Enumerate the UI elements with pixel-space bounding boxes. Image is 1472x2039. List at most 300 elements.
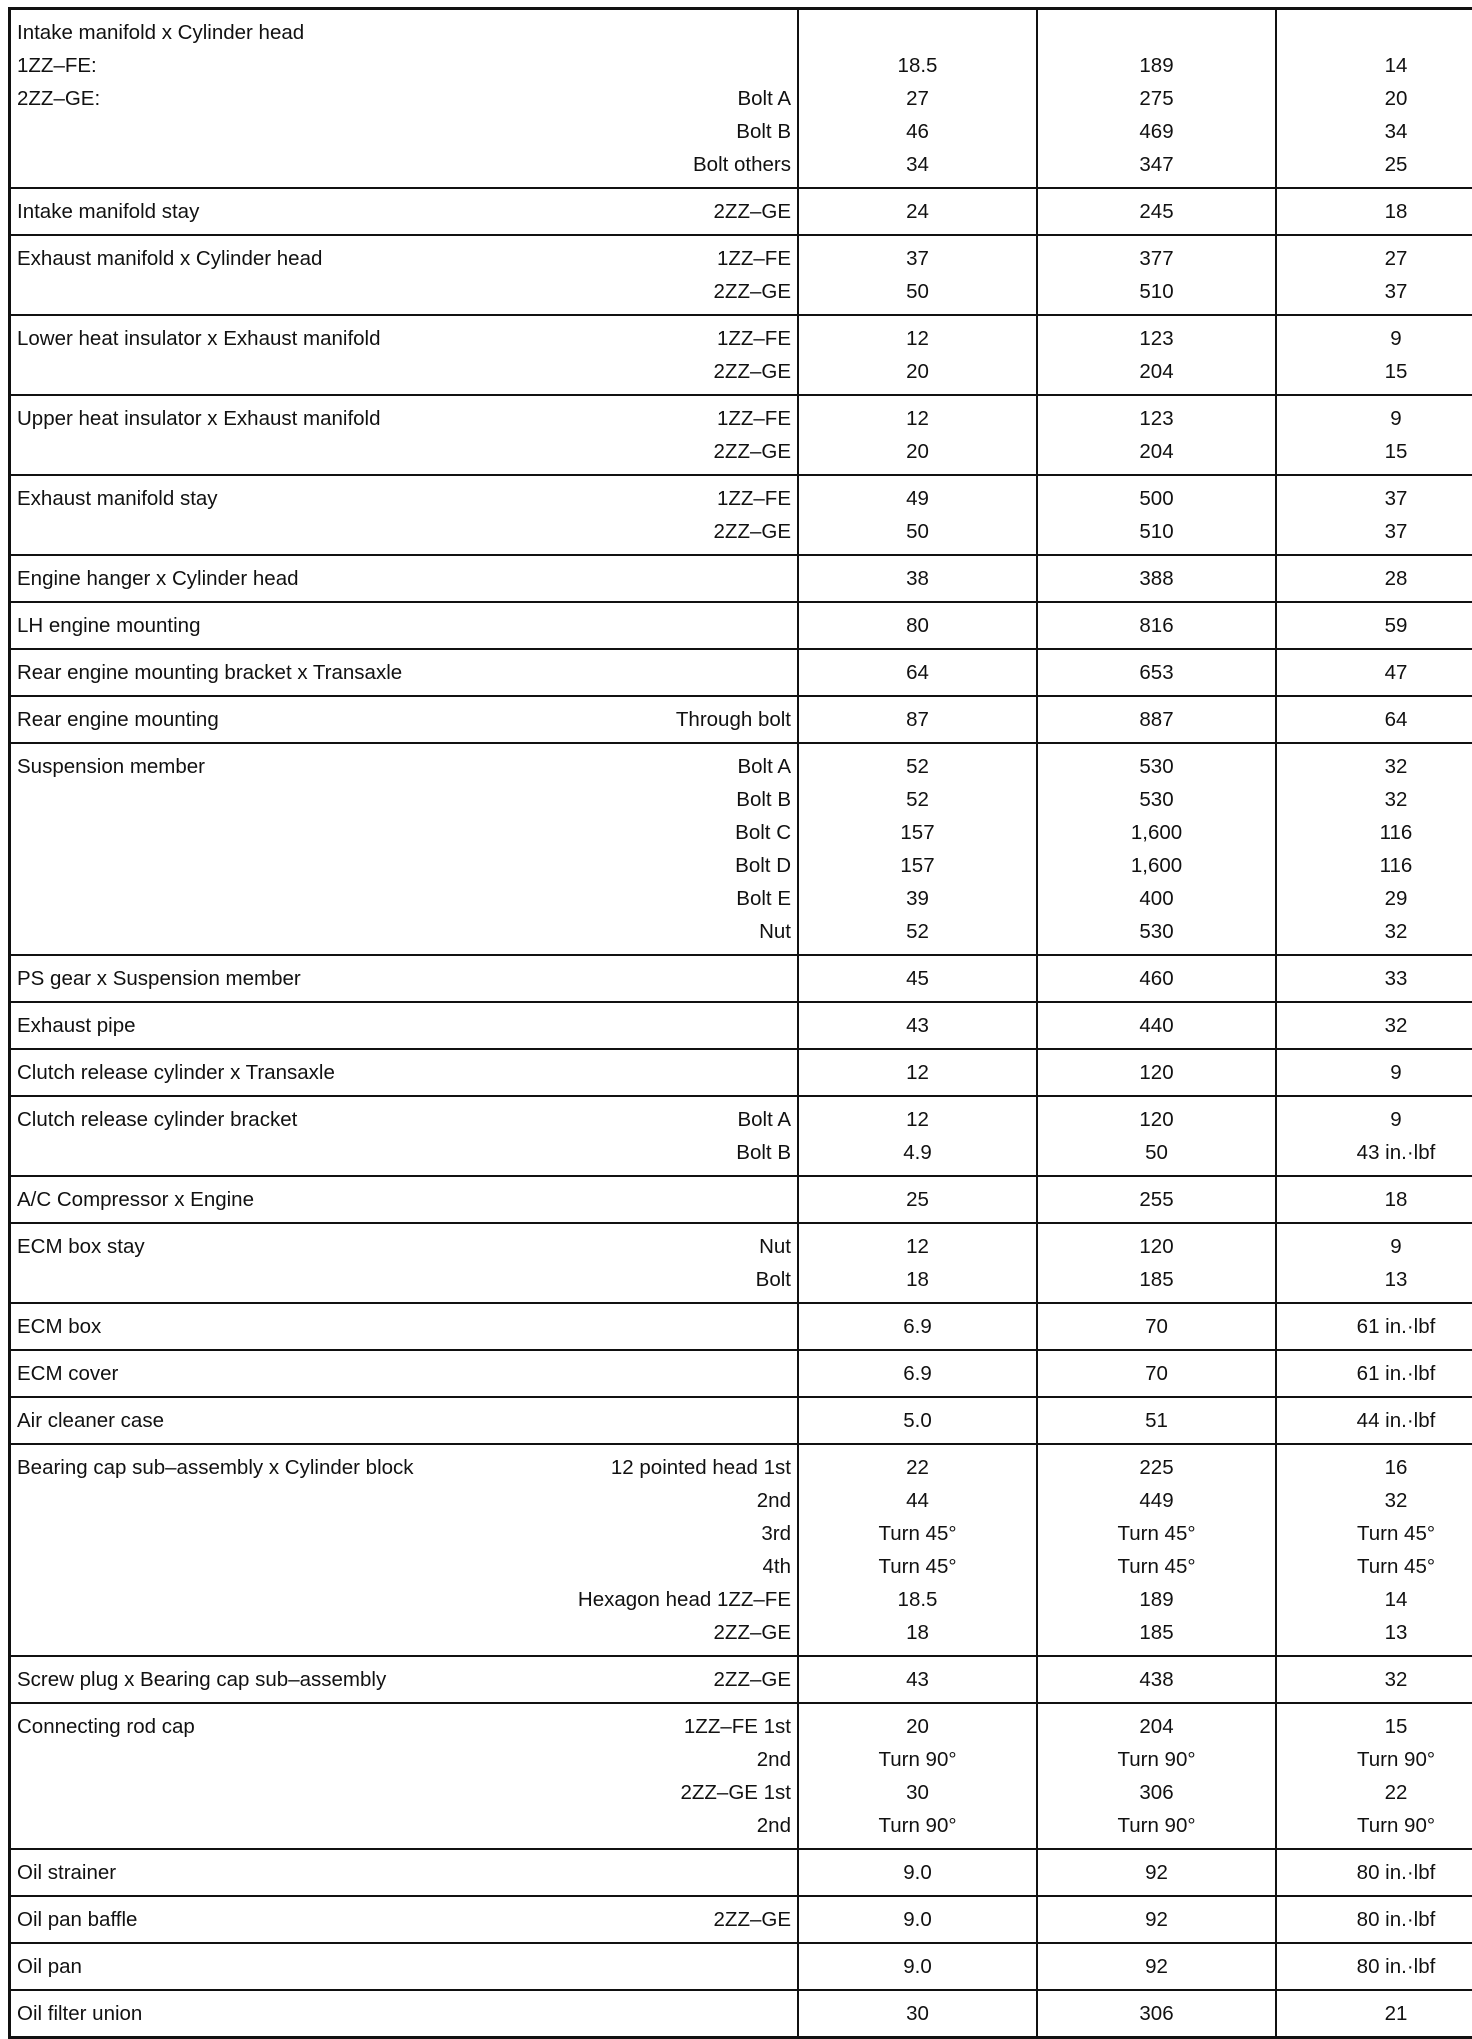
condition-label: 12 pointed head 1st — [611, 1451, 791, 1484]
part-name: ECM cover — [17, 1357, 118, 1390]
condition-label: Through bolt — [676, 703, 791, 736]
part-cell — [10, 696, 799, 743]
value: 38 — [805, 562, 1030, 595]
part-cell — [10, 188, 799, 235]
value: 87 — [805, 703, 1030, 736]
part-name: A/C Compressor x Engine — [17, 1183, 254, 1216]
value: 13 — [1283, 1263, 1472, 1296]
value: 22 — [1283, 1776, 1472, 1809]
torque-nm-cell — [798, 696, 1037, 743]
condition-label: Bolt B — [736, 1136, 791, 1169]
condition-label: 2nd — [757, 1743, 791, 1776]
table-row — [10, 1176, 1472, 1223]
value: 1,600 — [1044, 816, 1269, 849]
value: 70 — [1044, 1357, 1269, 1390]
condition-label: Bolt C — [735, 816, 791, 849]
torque-kgfcm-cell — [1037, 1703, 1276, 1849]
value: 204 — [1044, 355, 1269, 388]
value: 22 — [805, 1451, 1030, 1484]
condition-label: Bolt B — [736, 783, 791, 816]
torque-kgfcm-cell — [1037, 1223, 1276, 1303]
torque-ftlbf-cell — [1276, 955, 1472, 1002]
part-name: Lower heat insulator x Exhaust manifold — [17, 322, 381, 355]
torque-nm-cell — [798, 395, 1037, 475]
part-line — [17, 148, 791, 181]
part-name: Exhaust pipe — [17, 1009, 136, 1042]
value: 185 — [1044, 1616, 1269, 1649]
torque-ftlbf-cell — [1276, 235, 1472, 315]
condition-label: Bolt others — [693, 148, 791, 181]
value: 44 — [805, 1484, 1030, 1517]
value: 32 — [1283, 1009, 1472, 1042]
table-row — [10, 1849, 1472, 1896]
value: 6.9 — [805, 1357, 1030, 1390]
value: 12 — [805, 1230, 1030, 1263]
value: Turn 45° — [1283, 1517, 1472, 1550]
value: 157 — [805, 816, 1030, 849]
part-line — [17, 1583, 791, 1616]
value: 12 — [805, 1103, 1030, 1136]
value: 39 — [805, 882, 1030, 915]
condition-label: 2ZZ–GE — [714, 515, 791, 548]
value: 449 — [1044, 1484, 1269, 1517]
table-row — [10, 395, 1472, 475]
torque-kgfcm-cell — [1037, 602, 1276, 649]
torque-nm-cell — [798, 555, 1037, 602]
torque-nm-cell — [798, 188, 1037, 235]
part-cell — [10, 1849, 799, 1896]
part-cell — [10, 1990, 799, 2038]
part-line — [17, 275, 791, 308]
part-name: Rear engine mounting — [17, 703, 219, 736]
value: Turn 45° — [1044, 1517, 1269, 1550]
part-name: Clutch release cylinder x Transaxle — [17, 1056, 335, 1089]
torque-kgfcm-cell — [1037, 1943, 1276, 1990]
value: 43 in.·lbf — [1283, 1136, 1472, 1169]
part-cell — [10, 1943, 799, 1990]
torque-ftlbf-cell — [1276, 1896, 1472, 1943]
part-name: Air cleaner case — [17, 1404, 164, 1437]
part-cell — [10, 395, 799, 475]
value: 92 — [1044, 1950, 1269, 1983]
part-cell — [10, 1656, 799, 1703]
value: 120 — [1044, 1103, 1269, 1136]
condition-label: Bolt E — [736, 882, 791, 915]
table-row — [10, 9, 1472, 189]
part-name: Oil filter union — [17, 1997, 142, 2030]
part-line — [17, 1663, 791, 1696]
value: 64 — [1283, 703, 1472, 736]
table-row — [10, 1223, 1472, 1303]
table-row — [10, 743, 1472, 955]
torque-ftlbf-cell — [1276, 1656, 1472, 1703]
part-line — [17, 1451, 791, 1484]
part-line — [17, 1550, 791, 1583]
part-line — [17, 915, 791, 948]
value: 245 — [1044, 195, 1269, 228]
part-name: ECM box stay — [17, 1230, 145, 1263]
torque-kgfcm-cell — [1037, 1049, 1276, 1096]
part-line — [17, 82, 791, 115]
value: 9.0 — [805, 1903, 1030, 1936]
part-line — [17, 849, 791, 882]
table-row — [10, 1303, 1472, 1350]
condition-label: Nut — [759, 915, 791, 948]
value: 52 — [805, 783, 1030, 816]
torque-nm-cell — [798, 1350, 1037, 1397]
part-name: Oil pan — [17, 1950, 82, 1983]
value: 16 — [1283, 1451, 1472, 1484]
table-row — [10, 1049, 1472, 1096]
torque-ftlbf-cell — [1276, 1223, 1472, 1303]
part-name: Intake manifold stay — [17, 195, 199, 228]
value: 440 — [1044, 1009, 1269, 1042]
torque-nm-cell — [798, 1002, 1037, 1049]
value: 204 — [1044, 1710, 1269, 1743]
part-line — [17, 515, 791, 548]
torque-kgfcm-cell — [1037, 315, 1276, 395]
spacer — [1044, 16, 1269, 49]
part-line — [17, 1357, 791, 1390]
value: 15 — [1283, 355, 1472, 388]
part-line — [17, 115, 791, 148]
torque-kgfcm-cell — [1037, 1303, 1276, 1350]
value: 116 — [1283, 816, 1472, 849]
value: 9 — [1283, 1056, 1472, 1089]
torque-kgfcm-cell — [1037, 696, 1276, 743]
value: 37 — [1283, 482, 1472, 515]
value: 816 — [1044, 609, 1269, 642]
value: 49 — [805, 482, 1030, 515]
torque-kgfcm-cell — [1037, 1444, 1276, 1656]
part-line — [17, 355, 791, 388]
torque-ftlbf-cell — [1276, 696, 1472, 743]
condition-label: Bolt — [756, 1263, 791, 1296]
torque-ftlbf-cell — [1276, 602, 1472, 649]
part-line — [17, 1136, 791, 1169]
value: 275 — [1044, 82, 1269, 115]
part-line — [17, 1310, 791, 1343]
part-cell — [10, 1703, 799, 1849]
value: 18 — [805, 1263, 1030, 1296]
value: 32 — [1283, 1484, 1472, 1517]
part-name: Rear engine mounting bracket x Transaxle — [17, 656, 402, 689]
value: 400 — [1044, 882, 1269, 915]
torque-ftlbf-cell — [1276, 1849, 1472, 1896]
torque-ftlbf-cell — [1276, 188, 1472, 235]
part-cell — [10, 1096, 799, 1176]
value: Turn 90° — [1283, 1809, 1472, 1842]
value: 24 — [805, 195, 1030, 228]
value: 120 — [1044, 1230, 1269, 1263]
value: 12 — [805, 1056, 1030, 1089]
value: 33 — [1283, 962, 1472, 995]
value: 306 — [1044, 1776, 1269, 1809]
torque-nm-cell — [798, 1176, 1037, 1223]
table-row — [10, 1444, 1472, 1656]
condition-label: 2ZZ–GE — [714, 1663, 791, 1696]
value: 92 — [1044, 1903, 1269, 1936]
value: 64 — [805, 656, 1030, 689]
torque-nm-cell — [798, 602, 1037, 649]
value: Turn 90° — [805, 1809, 1030, 1842]
value: 80 in.·lbf — [1283, 1950, 1472, 1983]
value: 204 — [1044, 435, 1269, 468]
torque-nm-cell — [798, 649, 1037, 696]
part-cell — [10, 1223, 799, 1303]
value: 37 — [1283, 275, 1472, 308]
condition-label: 2ZZ–GE — [714, 1903, 791, 1936]
part-line — [17, 1856, 791, 1889]
table-row — [10, 1350, 1472, 1397]
value: 530 — [1044, 915, 1269, 948]
part-name: Connecting rod cap — [17, 1710, 195, 1743]
torque-kgfcm-cell — [1037, 235, 1276, 315]
part-name: Upper heat insulator x Exhaust manifold — [17, 402, 381, 435]
torque-nm-cell — [798, 955, 1037, 1002]
value: Turn 45° — [805, 1550, 1030, 1583]
value: 255 — [1044, 1183, 1269, 1216]
value: 61 in.·lbf — [1283, 1357, 1472, 1390]
condition-label: 2ZZ–GE — [714, 195, 791, 228]
condition-label: Nut — [759, 1230, 791, 1263]
torque-ftlbf-cell — [1276, 1096, 1472, 1176]
value: 45 — [805, 962, 1030, 995]
part-cell — [10, 743, 799, 955]
condition-label: 2ZZ–GE — [714, 275, 791, 308]
value: 43 — [805, 1663, 1030, 1696]
part-name: Suspension member — [17, 750, 205, 783]
value: 18.5 — [805, 1583, 1030, 1616]
value: 157 — [805, 849, 1030, 882]
value: 18 — [805, 1616, 1030, 1649]
torque-nm-cell — [798, 1849, 1037, 1896]
torque-nm-cell — [798, 1990, 1037, 2038]
torque-kgfcm-cell — [1037, 743, 1276, 955]
value: 120 — [1044, 1056, 1269, 1089]
condition-label: Hexagon head 1ZZ–FE — [578, 1583, 791, 1616]
part-line — [17, 1616, 791, 1649]
torque-kgfcm-cell — [1037, 1176, 1276, 1223]
value: 9 — [1283, 322, 1472, 355]
table-row — [10, 1656, 1472, 1703]
torque-ftlbf-cell — [1276, 1943, 1472, 1990]
value: 13 — [1283, 1616, 1472, 1649]
value: 460 — [1044, 962, 1269, 995]
torque-kgfcm-cell — [1037, 9, 1276, 189]
torque-ftlbf-cell — [1276, 743, 1472, 955]
value: 27 — [1283, 242, 1472, 275]
value: 500 — [1044, 482, 1269, 515]
part-name: Clutch release cylinder bracket — [17, 1103, 297, 1136]
table-row — [10, 696, 1472, 743]
part-cell — [10, 602, 799, 649]
torque-ftlbf-cell — [1276, 1049, 1472, 1096]
part-line — [17, 609, 791, 642]
part-name: Intake manifold x Cylinder head — [17, 16, 791, 49]
part-name: LH engine mounting — [17, 609, 201, 642]
value: Turn 45° — [1283, 1550, 1472, 1583]
part-line — [17, 482, 791, 515]
part-name: Engine hanger x Cylinder head — [17, 562, 299, 595]
value: 15 — [1283, 435, 1472, 468]
torque-kgfcm-cell — [1037, 1656, 1276, 1703]
value: 9.0 — [805, 1950, 1030, 1983]
torque-nm-cell — [798, 1444, 1037, 1656]
table-row — [10, 235, 1472, 315]
value: 5.0 — [805, 1404, 1030, 1437]
condition-label: 1ZZ–FE — [717, 402, 791, 435]
condition-label: Bolt A — [737, 82, 791, 115]
part-line — [17, 816, 791, 849]
value: 37 — [1283, 515, 1472, 548]
value: 21 — [1283, 1997, 1472, 2030]
value: 30 — [805, 1776, 1030, 1809]
table-row — [10, 1397, 1472, 1444]
condition-label: Bolt A — [737, 1103, 791, 1136]
part-line — [17, 882, 791, 915]
value: 12 — [805, 322, 1030, 355]
value: 887 — [1044, 703, 1269, 736]
spacer — [805, 16, 1030, 49]
part-line — [17, 1404, 791, 1437]
torque-ftlbf-cell — [1276, 649, 1472, 696]
table-row — [10, 315, 1472, 395]
part-line — [17, 435, 791, 468]
condition-label: 1ZZ–FE — [717, 322, 791, 355]
part-line — [17, 1809, 791, 1842]
part-line — [17, 1183, 791, 1216]
part-line — [17, 1903, 791, 1936]
value: 80 in.·lbf — [1283, 1856, 1472, 1889]
value: 30 — [805, 1997, 1030, 2030]
value: 653 — [1044, 656, 1269, 689]
value: 510 — [1044, 515, 1269, 548]
value: 1,600 — [1044, 849, 1269, 882]
torque-ftlbf-cell — [1276, 1990, 1472, 2038]
torque-kgfcm-cell — [1037, 1849, 1276, 1896]
torque-kgfcm-cell — [1037, 1350, 1276, 1397]
part-cell — [10, 315, 799, 395]
torque-kgfcm-cell — [1037, 955, 1276, 1002]
part-cell — [10, 1049, 799, 1096]
torque-spec-sheet — [8, 7, 1464, 1915]
value: 510 — [1044, 275, 1269, 308]
part-cell — [10, 1303, 799, 1350]
value: 20 — [805, 435, 1030, 468]
part-cell — [10, 1444, 799, 1656]
value: 123 — [1044, 322, 1269, 355]
part-name: ECM box — [17, 1310, 101, 1343]
torque-ftlbf-cell — [1276, 1176, 1472, 1223]
value: 27 — [805, 82, 1030, 115]
value: 388 — [1044, 562, 1269, 595]
value: 306 — [1044, 1997, 1269, 2030]
value: 4.9 — [805, 1136, 1030, 1169]
value: 80 — [805, 609, 1030, 642]
value: 530 — [1044, 750, 1269, 783]
value: 34 — [1283, 115, 1472, 148]
value: 32 — [1283, 783, 1472, 816]
value: 123 — [1044, 402, 1269, 435]
value: 9 — [1283, 1103, 1472, 1136]
part-name: Exhaust manifold stay — [17, 482, 218, 515]
value: 25 — [1283, 148, 1472, 181]
part-line — [17, 656, 791, 689]
condition-label: 2nd — [757, 1809, 791, 1842]
part-line — [17, 1056, 791, 1089]
torque-ftlbf-cell — [1276, 1444, 1472, 1656]
condition-label: 4th — [763, 1550, 792, 1583]
value: 9 — [1283, 402, 1472, 435]
value: 32 — [1283, 750, 1472, 783]
part-line — [17, 1997, 791, 2030]
table-row — [10, 602, 1472, 649]
part-cell — [10, 649, 799, 696]
value: 50 — [805, 275, 1030, 308]
part-name: Oil pan baffle — [17, 1903, 137, 1936]
part-line — [17, 1776, 791, 1809]
value: 70 — [1044, 1310, 1269, 1343]
value: 189 — [1044, 49, 1269, 82]
value: 438 — [1044, 1663, 1269, 1696]
value: 51 — [1044, 1404, 1269, 1437]
value: 34 — [805, 148, 1030, 181]
value: 14 — [1283, 1583, 1472, 1616]
value: 18 — [1283, 195, 1472, 228]
table-row — [10, 649, 1472, 696]
part-line — [17, 562, 791, 595]
part-name: Oil strainer — [17, 1856, 116, 1889]
engine-label: 1ZZ–FE: — [17, 49, 97, 82]
value: 185 — [1044, 1263, 1269, 1296]
condition-label: 1ZZ–FE — [717, 482, 791, 515]
part-line — [17, 1009, 791, 1042]
value: Turn 90° — [1044, 1809, 1269, 1842]
condition-label: 1ZZ–FE 1st — [684, 1710, 791, 1743]
value: 52 — [805, 750, 1030, 783]
value: 9 — [1283, 1230, 1472, 1263]
value: 225 — [1044, 1451, 1269, 1484]
condition-label: Bolt A — [737, 750, 791, 783]
torque-ftlbf-cell — [1276, 475, 1472, 555]
condition-label: 3rd — [761, 1517, 791, 1550]
part-cell — [10, 1350, 799, 1397]
condition-label: Bolt B — [736, 115, 791, 148]
part-cell — [10, 1896, 799, 1943]
torque-nm-cell — [798, 315, 1037, 395]
value: 47 — [1283, 656, 1472, 689]
spacer — [1283, 16, 1472, 49]
part-line — [17, 750, 791, 783]
value: 189 — [1044, 1583, 1269, 1616]
condition-label: 2ZZ–GE 1st — [680, 1776, 791, 1809]
torque-nm-cell — [798, 1656, 1037, 1703]
value: 377 — [1044, 242, 1269, 275]
value: 469 — [1044, 115, 1269, 148]
value: 52 — [805, 915, 1030, 948]
part-line — [17, 1103, 791, 1136]
torque-kgfcm-cell — [1037, 188, 1276, 235]
part-line — [17, 703, 791, 736]
value: 9.0 — [805, 1856, 1030, 1889]
condition-label: 2ZZ–GE — [714, 355, 791, 388]
value: 25 — [805, 1183, 1030, 1216]
part-line — [17, 1710, 791, 1743]
value: Turn 90° — [805, 1743, 1030, 1776]
torque-ftlbf-cell — [1276, 555, 1472, 602]
value: 32 — [1283, 1663, 1472, 1696]
